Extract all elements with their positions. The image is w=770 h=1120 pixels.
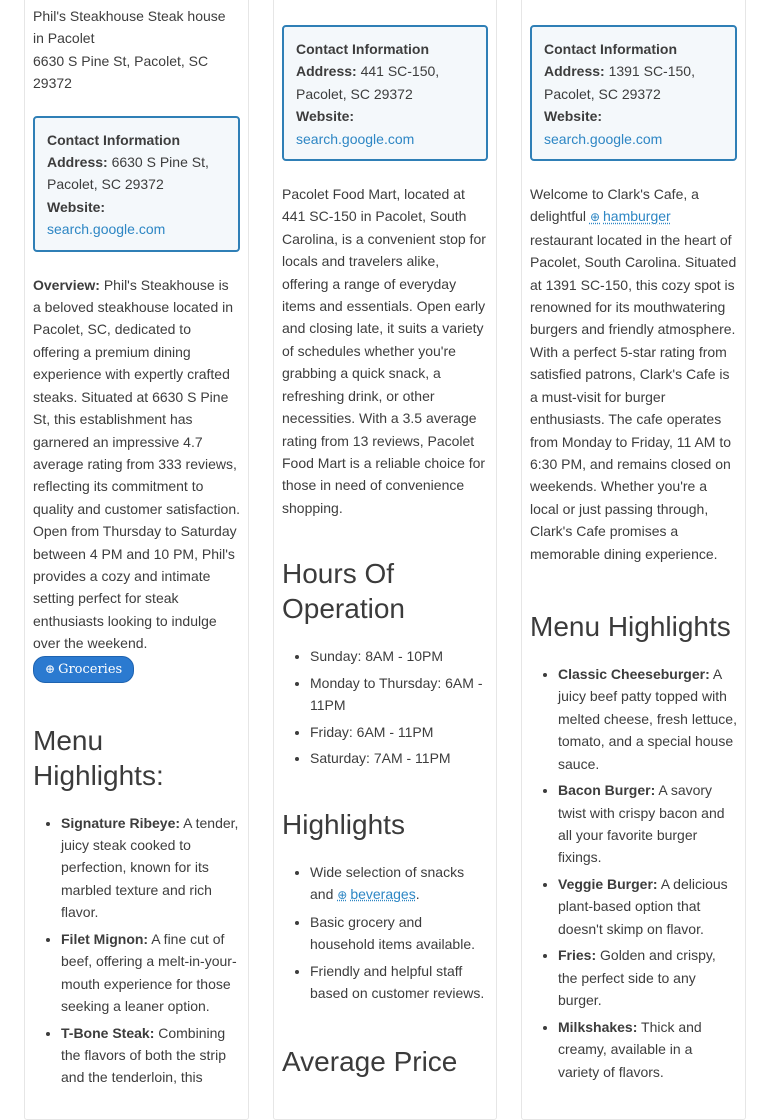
overview-text: Phil's Steakhouse is a beloved steakhouse located in Pacolet, SC, dedicated to offering a premium dining experience with expertly crafted steaks. Situated at 6630 S Pine St, this establishment has garnered an impressive 4.7 average rating from 333 reviews, reflecting its commitment to quality and customer satisfaction. Open from Thursday to Saturday between 4 PM and 10 PM, Phil's provides a cozy and intimate setting perfect for steak enthusiasts looking to indulge over the weekend. xyxy=(33,276,240,652)
hours-item: • Sunday: 8AM - 10PM xyxy=(310,645,488,667)
highlight-item: • Basic grocery and household items available. xyxy=(310,911,488,956)
menu-item-desc: A savory twist with crispy bacon and all your favorite burger fixings. xyxy=(558,782,725,866)
listing-card-clarks-cafe xyxy=(521,0,746,1120)
address-label: Address: xyxy=(296,63,357,80)
groceries-tag-button[interactable] xyxy=(33,656,134,683)
beverages-link-text: beverages xyxy=(350,886,416,903)
hours-item: • Saturday: 7AM - 11PM xyxy=(310,747,488,769)
website-link[interactable]: search.google.com xyxy=(544,130,663,147)
highlights-list xyxy=(282,861,488,1005)
menu-item-name: Milkshakes: xyxy=(558,1018,638,1035)
hamburger-link-text: hamburger xyxy=(603,208,671,225)
website-label: Website: xyxy=(296,108,355,125)
overview-label: Overview: xyxy=(33,276,100,293)
listing-card-phils-steakhouse xyxy=(24,0,249,1120)
hours-list xyxy=(282,645,488,770)
menu-item xyxy=(558,1016,737,1083)
contact-address: 441 SC-150, Pacolet, SC 29372 xyxy=(296,63,440,102)
overview-paragraph xyxy=(33,274,240,655)
contact-info-box xyxy=(33,116,240,252)
hamburger-link[interactable] xyxy=(590,208,671,224)
listing-intro-name: Phil's Steakhouse Steak house in Pacolet xyxy=(33,8,226,47)
intro-after: restaurant located in the heart of Pacolet, South Carolina. Situated at 1391 SC-150, this cozy spot is renowned for its mouthwatering burgers and friendly atmosphere. With a perfect 5-star rating from satisfied patrons, Clark's Cafe is a must-visit for burger enthusiasts. The cafe operates from Monday to Friday, 11 AM to 6:30 PM, and remains closed on weekends. Whether you're a local or just passing through, Clark's Cafe promises a memorable dining experience. xyxy=(530,231,737,562)
highlight-end: . xyxy=(415,886,420,903)
address-label: Address: xyxy=(47,154,108,171)
menu-item-name: Signature Ribeye: xyxy=(61,814,181,831)
contact-info-box xyxy=(530,25,737,161)
website-link[interactable]: search.google.com xyxy=(47,221,166,238)
menu-item xyxy=(61,812,240,924)
website-label: Website: xyxy=(544,108,603,125)
intro-before: Welcome to Clark's Cafe, a delightful xyxy=(530,186,699,225)
contact-address: 6630 S Pine St, Pacolet, SC 29372 xyxy=(47,154,209,193)
menu-item-name: Filet Mignon: xyxy=(61,930,149,947)
contact-title: Contact Information xyxy=(47,131,180,148)
menu-item-name: Classic Cheeseburger: xyxy=(558,665,710,682)
pin-icon: ⊕ xyxy=(589,210,600,225)
description-paragraph: Pacolet Food Mart, located at 441 SC-150 in Pacolet, South Carolina, is a convenient stop for locals and travelers alike, offering a range of everyday items and essentials. Open early and closing late, it suits a variety of schedules whether you're grabbing a quick snack, a refreshing drink, or other necessities. With a 3.5 average rating from 13 reviews, Pacolet Food Mart is a reliable choice for those in need of convenience shopping. xyxy=(282,186,486,516)
highlights-heading: Highlights xyxy=(282,808,405,840)
highlight-item xyxy=(310,861,488,907)
beverages-link[interactable] xyxy=(337,886,415,902)
contact-title: Contact Information xyxy=(296,41,429,57)
menu-item xyxy=(558,873,737,940)
menu-item xyxy=(61,928,240,1018)
average-price-heading: Average Price xyxy=(282,1045,458,1077)
website-link[interactable]: search.google.com xyxy=(296,130,415,147)
menu-list xyxy=(33,812,240,1089)
menu-item-name: Veggie Burger: xyxy=(558,875,658,892)
listing-card-pacolet-food-mart xyxy=(273,0,497,1120)
menu-item-desc: A tender, juicy steak cooked to perfection, known for its marbled texture and rich flavor. xyxy=(61,814,239,921)
menu-item-desc: Thick and creamy, available in a variety of flavors. xyxy=(558,1018,702,1080)
menu-item-desc: Golden and crispy, the perfect side to any burger. xyxy=(558,947,716,1009)
menu-item-desc: Combining the flavors of both the strip and the tenderloin, this xyxy=(61,1024,226,1086)
menu-item-desc: A delicious plant-based option that doesn't skimp on flavor. xyxy=(558,875,728,937)
website-label: Website: xyxy=(47,198,106,215)
menu-item-name: Fries: xyxy=(558,947,597,964)
menu-list xyxy=(530,663,737,1083)
hours-item: • Monday to Thursday: 6AM - 11PM xyxy=(310,672,488,717)
menu-item-name: T-Bone Steak: xyxy=(61,1024,155,1041)
pin-icon: ⊕ xyxy=(337,888,348,903)
menu-highlights-heading: Menu Highlights xyxy=(530,610,731,642)
address-label: Address: xyxy=(544,63,605,80)
menu-item-desc: A fine cut of beef, offering a melt-in-your-mouth experience for those seeking a leaner option. xyxy=(61,930,237,1014)
contact-address: 1391 SC-150, Pacolet, SC 29372 xyxy=(544,63,695,102)
hours-item: • Friday: 6AM - 11PM xyxy=(310,721,488,743)
menu-highlights-heading: Menu Highlights: xyxy=(33,724,164,791)
menu-item xyxy=(558,944,737,1011)
hours-heading: Hours Of Operation xyxy=(282,558,405,625)
contact-info-box xyxy=(282,25,488,161)
intro-paragraph xyxy=(530,183,737,565)
contact-title: Contact Information xyxy=(544,41,677,57)
menu-item-desc: A juicy beef patty topped with melted cheese, fresh lettuce, tomato, and a special house sauce. xyxy=(558,665,737,772)
tag-label: Groceries xyxy=(58,661,123,677)
highlight-text: Wide selection of snacks and xyxy=(310,863,465,903)
listing-intro-address: 6630 S Pine St, Pacolet, SC 29372 xyxy=(33,52,209,92)
highlight-item: • Friendly and helpful staff based on customer reviews. xyxy=(310,960,488,1005)
menu-item-name: Bacon Burger: xyxy=(558,782,656,799)
menu-item xyxy=(558,663,737,775)
menu-item xyxy=(558,779,737,869)
menu-item xyxy=(61,1022,240,1089)
pin-icon: ⊕ xyxy=(45,661,56,676)
